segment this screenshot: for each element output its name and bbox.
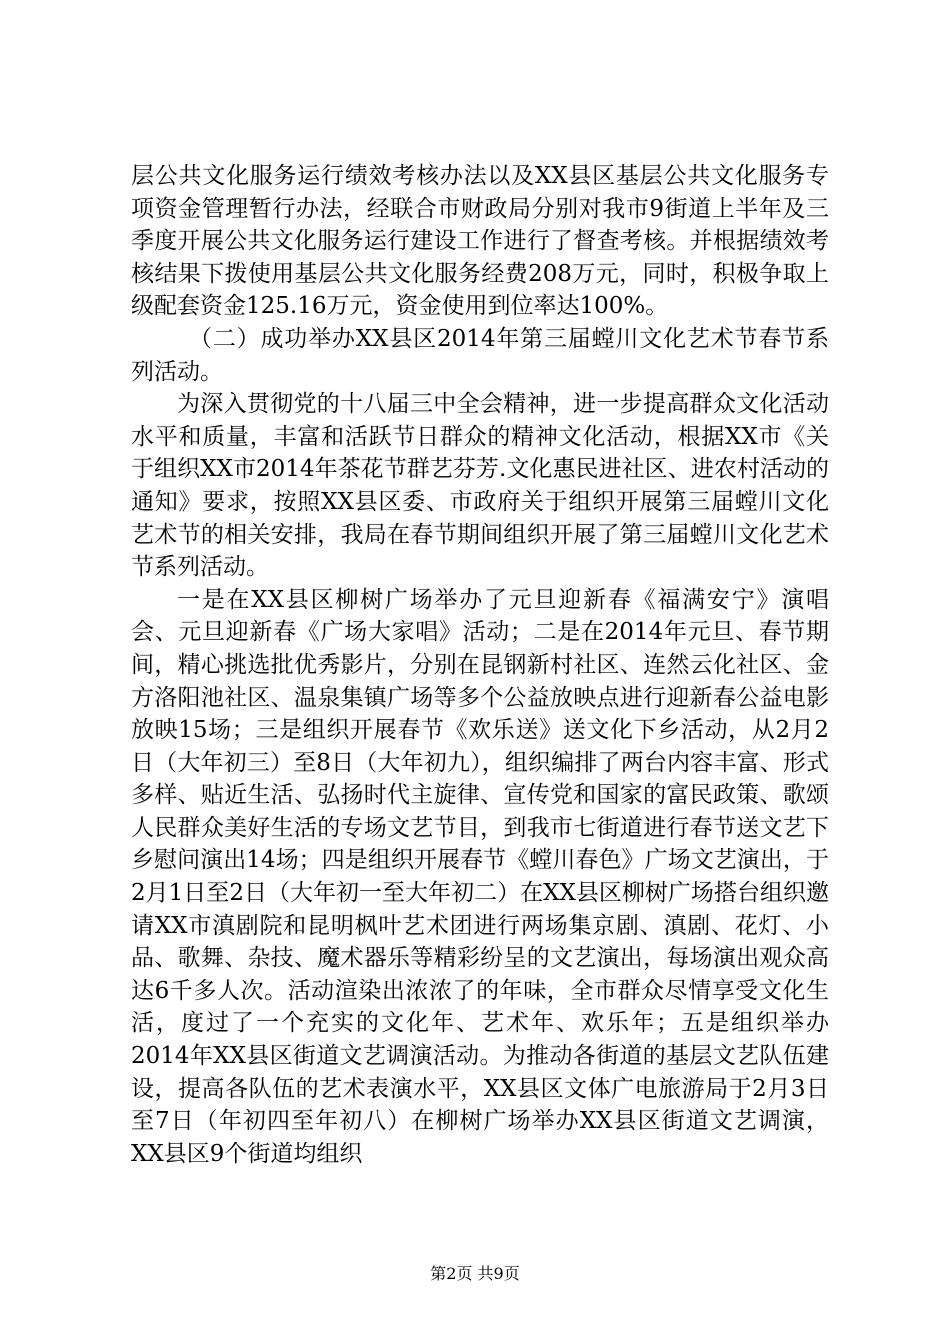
section-heading: （二）成功举办XX县区2014年第三届螳川文化艺术节春节系列活动。: [131, 325, 829, 385]
paragraph-assessment: 层公共文化服务运行绩效考核办法以及XX县区基层公共文化服务专项资金管理暂行办法，经联合市财政局分别对我市9街道上半年及三季度开展公共文化服务运行建设工作进行了督查考核。并根据绩效考核结果下拨使用基层公共文化服务经费208万元，同时，积极争取上级配套资金125.16万元，资金使用到位率达100%。: [131, 163, 829, 320]
paragraph-activities: 一是在XX县区柳树广场举办了元旦迎新春《福满安宁》演唱会、元旦迎新春《广场大家唱》活动；二是在2014年元旦、春节期间，精心挑选批优秀影片，分别在昆钢新村社区、连然云化社区、金方洛阳池社区、温泉集镇广场等多个公益放映点进行迎新春公益电影放映15场；三是组织开展春节《欢乐送》送文化下乡活动，从2月2日（大年初三）至8日（大年初九），组织编排了两台内容丰富、形式多样、贴近生活、弘扬时代主旋律、宣传党和国家的富民政策、歌颂人民群众美好生活的专场文艺节目，到我市七街道进行春节送文艺下乡慰问演出14场；四是组织开展春节《螳川春色》广场文艺演出，于2月1日至2日（大年初一至大年初二）在XX县区柳树广场搭台组织邀请XX市滇剧院和昆明枫叶艺术团进行两场集京剧、滇剧、花灯、小品、歌舞、杂技、魔术器乐等精彩纷呈的文艺演出，每场演出观众高达6千多人次。活动渲染出浓浓了的年味，全市群众尽情享受文化生活，度过了一个充实的文化年、艺术年、欢乐年；五是组织举办2014年XX县区街道文艺调演活动。为推动各街道的基层文艺队伍建设，提高各队伍的艺术表演水平，XX县区文体广电旅游局于2月3日至7日（年初四至年初八）在柳树广场举办XX县区街道文艺调演，XX县区9个街道均组织: [131, 586, 829, 1167]
page-footer: 第2页 共9页: [430, 1264, 520, 1283]
body-text: [131, 160, 829, 1170]
paragraph-purpose: 为深入贯彻党的十八届三中全会精神，进一步提高群众文化活动水平和质量，丰富和活跃节日群众的精神文化活动，根据XX市《关于组织XX市2014年茶花节群艺芬芳.文化惠民进社区、进农村活动的通知》要求，按照XX县区委、市政府关于组织开展第三届螳川文化艺术节的相关安排，我局在春节期间组织开展了第三届螳川文化艺术节系列活动。: [131, 391, 829, 581]
